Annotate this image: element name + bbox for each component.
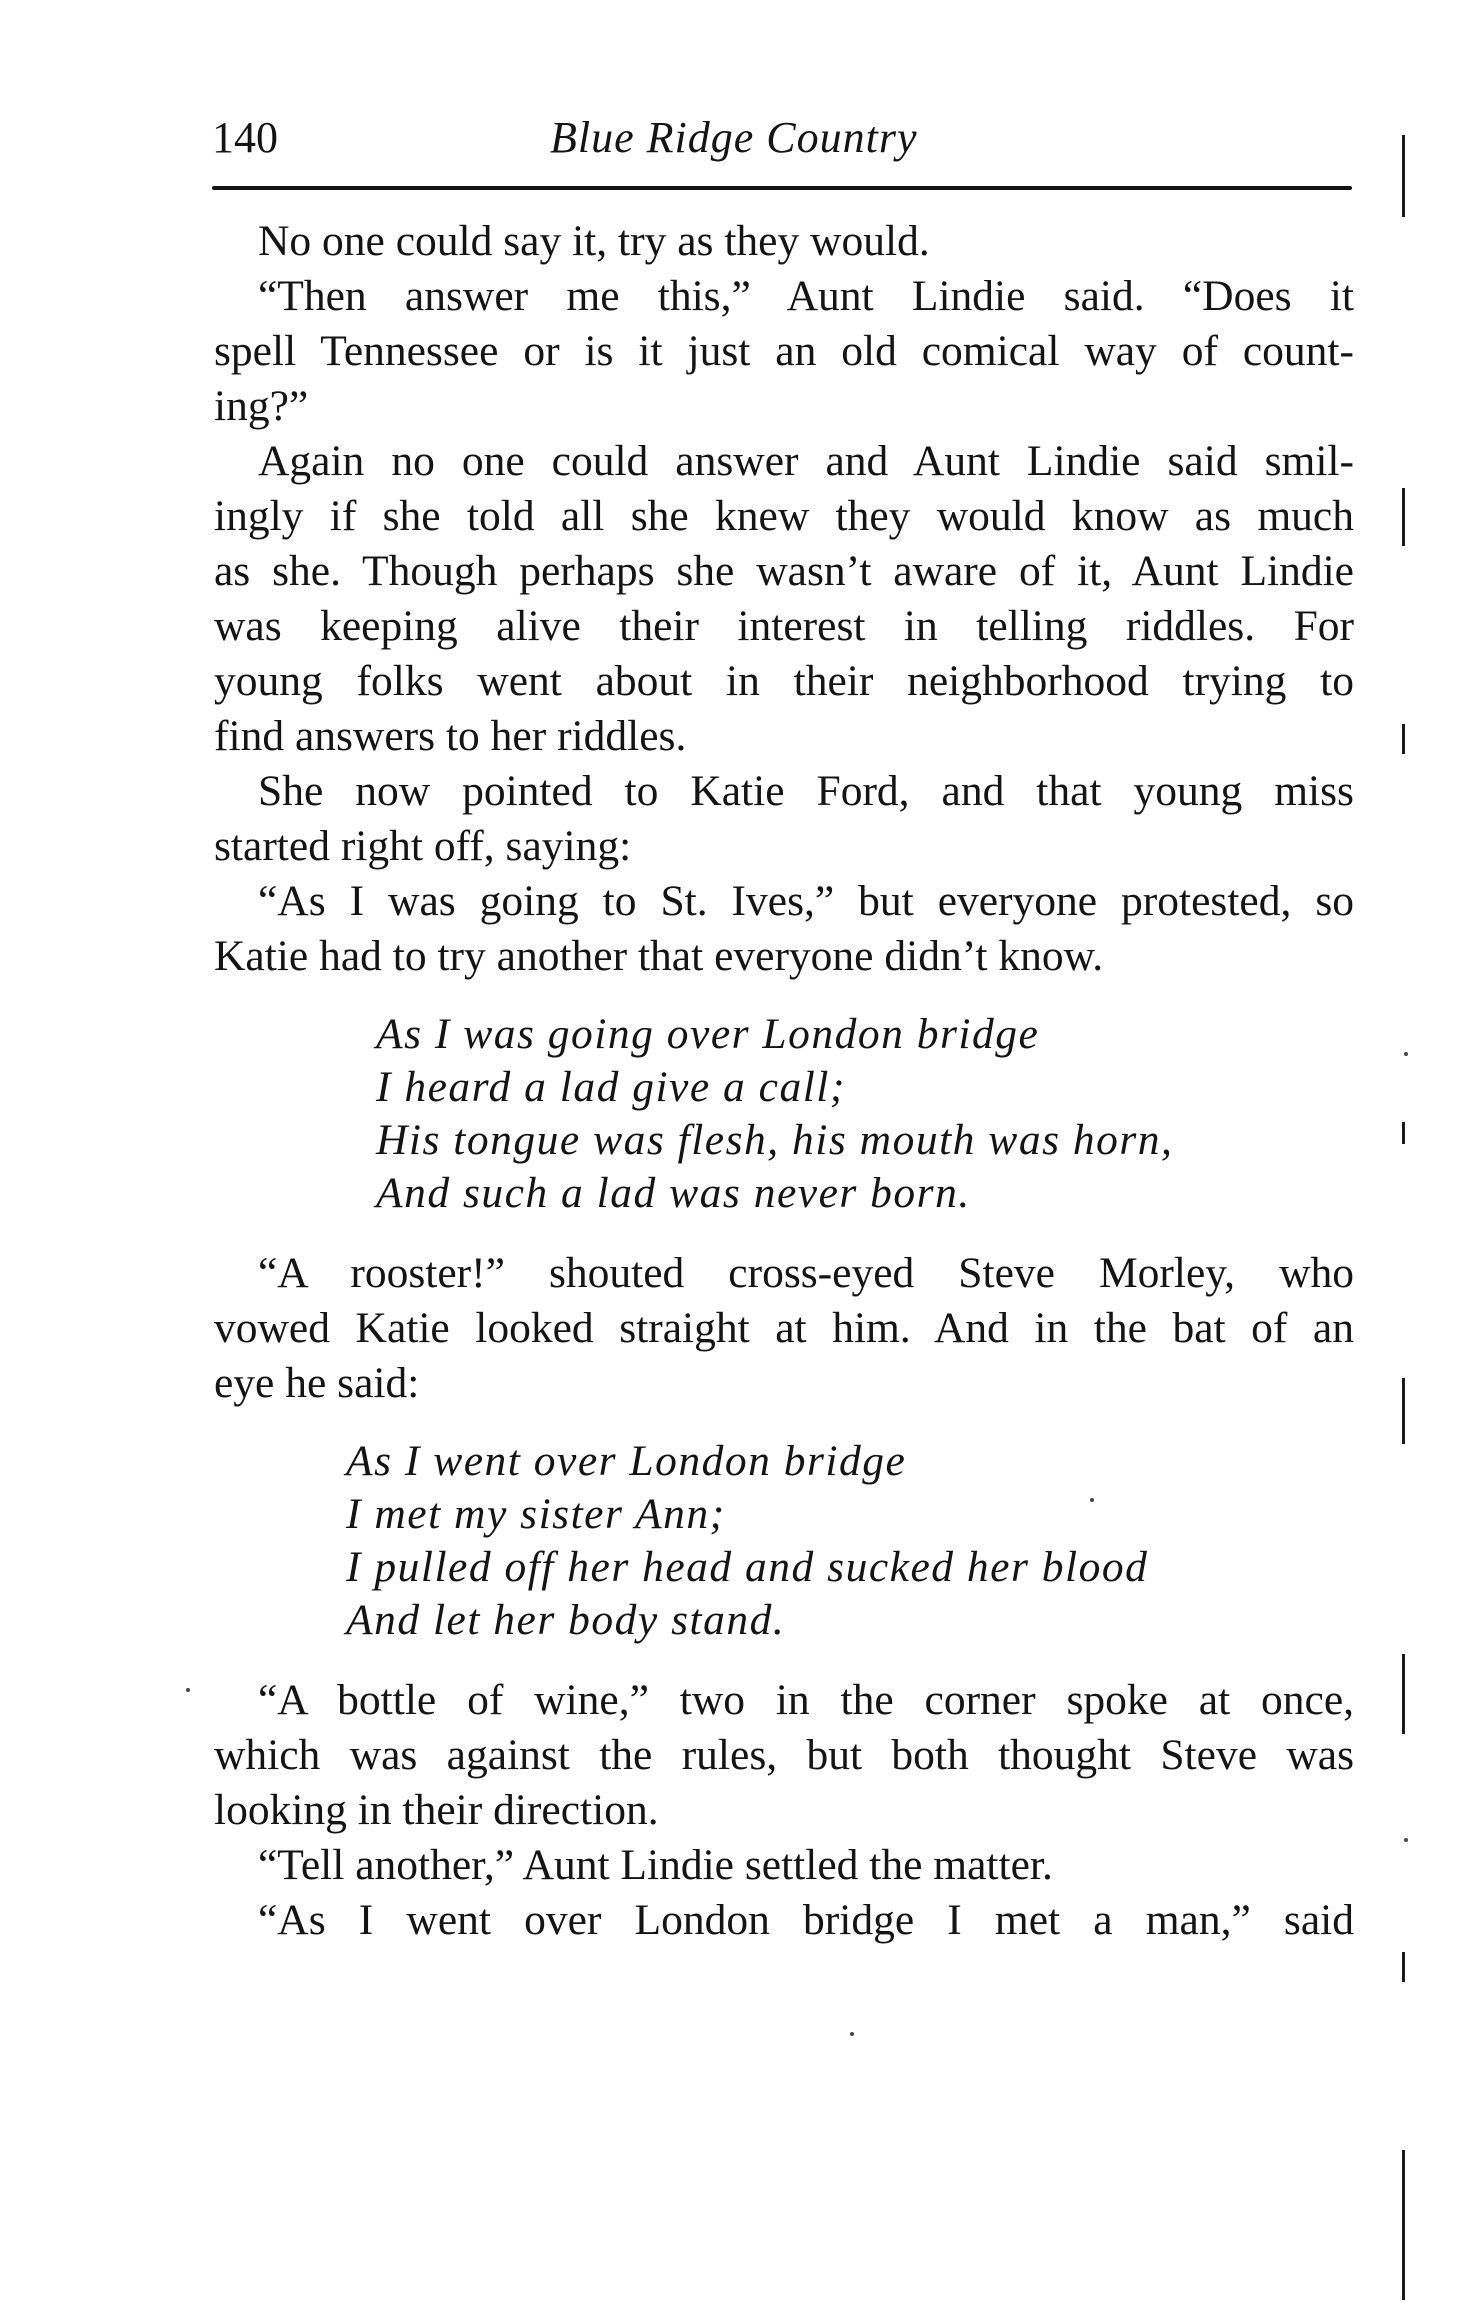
scan-mark: [1402, 724, 1405, 754]
text-line: was keeping alive their interest in telling riddles. For: [214, 602, 1354, 650]
text-line: ing?”: [214, 382, 309, 430]
text-line: ingly if she told all she knew they would know as much: [214, 492, 1354, 540]
scan-mark: [1402, 135, 1405, 217]
verse-line: As I went over London bridge: [346, 1437, 907, 1485]
text-line: She now pointed to Katie Ford, and that young miss: [258, 767, 1354, 815]
verse-line: I met my sister Ann;: [346, 1490, 726, 1538]
page-number: 140: [212, 113, 278, 162]
scan-speck: [850, 2032, 854, 2036]
scan-mark: [1402, 1952, 1405, 1982]
scan-speck: [1404, 1052, 1408, 1056]
scan-speck: [1404, 1838, 1408, 1842]
scan-mark: [1402, 488, 1405, 546]
running-head: Blue Ridge Country: [550, 113, 918, 162]
verse-riddle-rooster: [214, 1008, 1354, 1220]
text-line: vowed Katie looked straight at him. And in the bat of an: [214, 1304, 1354, 1352]
text-line: “A rooster!” shouted cross-eyed Steve Morley, who: [258, 1249, 1354, 1297]
verse-line: And let her body stand.: [346, 1596, 786, 1644]
text-line: find answers to her riddles.: [214, 712, 687, 760]
text-line: “Tell another,” Aunt Lindie settled the matter.: [258, 1841, 1053, 1889]
text-line: “A bottle of wine,” two in the corner spoke at once,: [258, 1676, 1354, 1724]
scan-speck: [1090, 1498, 1094, 1502]
text-line: which was against the rules, but both thought Steve was: [214, 1731, 1354, 1779]
body-text: [214, 214, 1354, 1948]
text-line: spell Tennessee or is it just an old comical way of count-: [214, 327, 1354, 375]
scan-mark: [1402, 1378, 1405, 1444]
text-line: No one could say it, try as they would.: [258, 217, 930, 265]
text-line: “As I was going to St. Ives,” but everyone protested, so: [258, 877, 1354, 925]
scan-mark: [1402, 1654, 1405, 1734]
text-line: “Then answer me this,” Aunt Lindie said. “Does it: [258, 272, 1354, 320]
verse-line: And such a lad was never born.: [376, 1169, 971, 1217]
text-line: “As I went over London bridge I met a man,” said: [258, 1896, 1354, 1944]
verse-riddle-wine: [214, 1435, 1354, 1647]
text-line: as she. Though perhaps she wasn’t aware of it, Aunt Lindie: [214, 547, 1354, 595]
verse-line: As I was going over London bridge: [376, 1010, 1040, 1058]
text-line: Katie had to try another that everyone didn’t know.: [214, 932, 1104, 980]
scan-margin-marks: [1402, 0, 1432, 2312]
text-line: looking in their direction.: [214, 1786, 659, 1834]
text-line: eye he said:: [214, 1359, 420, 1407]
scan-mark: [1402, 1122, 1405, 1144]
text-line: Again no one could answer and Aunt Lindie said smil-: [258, 437, 1354, 485]
header-rule: [212, 186, 1352, 190]
scan-speck: [186, 1688, 190, 1692]
text-line: young folks went about in their neighborhood trying to: [214, 657, 1354, 705]
text-line: started right off, saying:: [214, 822, 632, 870]
verse-line: His tongue was flesh, his mouth was horn,: [376, 1116, 1174, 1164]
page-header: [212, 108, 1352, 178]
scan-mark: [1402, 2150, 1405, 2300]
verse-line: I pulled off her head and sucked her blood: [346, 1543, 1149, 1591]
verse-line: I heard a lad give a call;: [376, 1063, 846, 1111]
